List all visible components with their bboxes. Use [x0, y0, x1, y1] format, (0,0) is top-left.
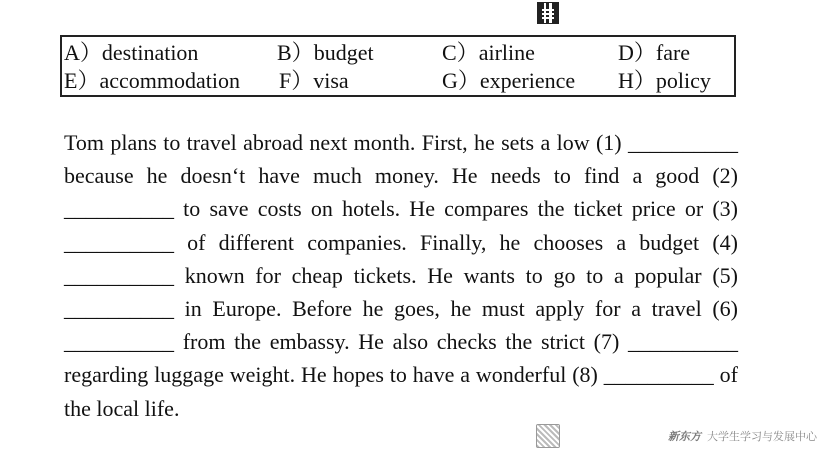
option-word: airline: [478, 40, 535, 65]
option-letter: F）: [279, 68, 314, 93]
option-f: [279, 68, 349, 94]
logo-text: 大学生学习与发展中心: [707, 431, 817, 443]
option-b: [277, 40, 374, 66]
option-word: policy: [655, 68, 711, 93]
publisher-logo: [668, 428, 817, 444]
wechat-qr-icon: [536, 424, 560, 448]
option-d: [618, 40, 690, 66]
option-letter: B）: [277, 40, 314, 65]
passage-text: Tom plans to travel abroad next month. First, he sets a low (1) __________ because he doesn‘t have much money. He needs to find a good (2) __________ to save costs on hotels. He compares the ticket price or (3) __________ of different companies. Finally, he chooses a budget (4) __________ known for cheap tickets. He wants to go to a popular (5) __________ in Europe. Before he goes, he must apply for a travel (6) __________ from the embassy. He also checks the strict (7) __________ regarding luggage weight. He hopes to have a wonderful (8) __________ of the local life.: [64, 130, 738, 421]
cloze-passage: [64, 126, 738, 425]
option-g: [442, 68, 575, 94]
option-letter: E）: [64, 68, 100, 93]
option-c: [442, 40, 535, 66]
option-word: accommodation: [99, 68, 240, 93]
option-word: budget: [313, 40, 374, 65]
option-h: [618, 68, 711, 94]
option-word: experience: [479, 68, 576, 93]
option-word: fare: [655, 40, 691, 65]
option-word: destination: [101, 40, 199, 65]
option-letter: C）: [442, 40, 479, 65]
qr-code-icon: [537, 2, 559, 24]
option-letter: G）: [442, 68, 480, 93]
option-letter: D）: [618, 40, 656, 65]
option-e: [64, 68, 240, 94]
option-a: [64, 40, 198, 66]
logo-mark: 新东方: [668, 431, 701, 443]
option-word: visa: [313, 68, 349, 93]
option-letter: A）: [64, 40, 102, 65]
option-letter: H）: [618, 68, 656, 93]
word-bank-box: [60, 35, 736, 97]
